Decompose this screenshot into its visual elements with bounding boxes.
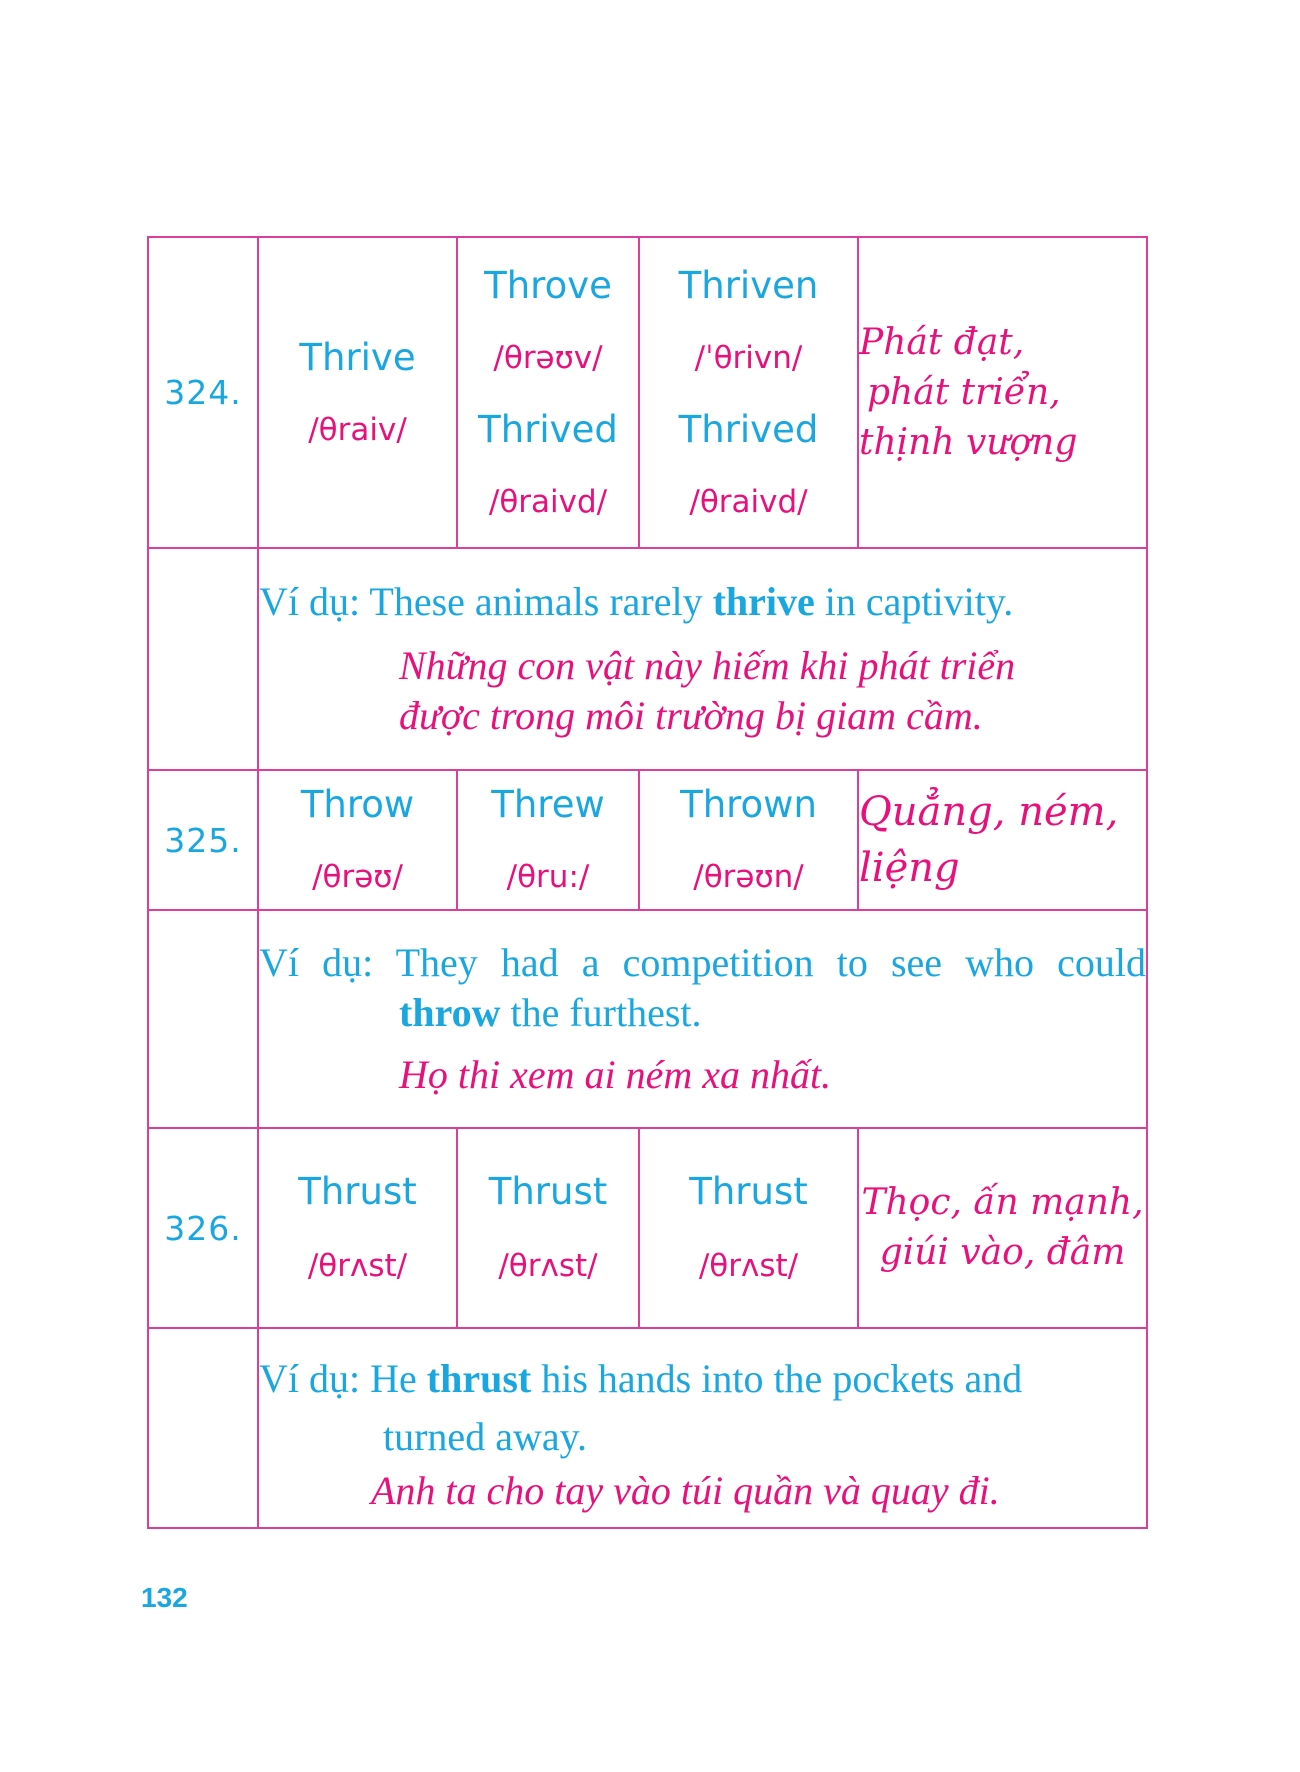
entry-number: 326. — [148, 1128, 258, 1328]
example-translation: Những con vật này hiếm khi phát triển được trong môi trường bị giam cầm. — [399, 643, 1016, 738]
meaning-line: thịnh vượng — [859, 421, 1078, 463]
participle-ipa: /ˈθrivn/ — [694, 339, 803, 376]
participle-form-alt: Thrived — [678, 407, 819, 451]
verb-row — [148, 237, 1147, 548]
meaning-line: giúi vào, đâm — [879, 1232, 1126, 1273]
past-ipa: /θru:/ — [506, 859, 590, 895]
example-english — [259, 938, 1146, 988]
example-keyword: thrust — [426, 1356, 532, 1401]
meaning-line: liệng — [859, 845, 960, 891]
base-form-cell — [258, 1128, 457, 1328]
example-english-cont: throw the furthest. — [399, 990, 702, 1035]
past-form: Throve — [484, 263, 612, 307]
base-form: Thrive — [299, 335, 416, 379]
example-english: Ví dụ: He thrust his hands into the pockets and — [259, 1356, 1023, 1401]
entry-number: 324. — [148, 237, 258, 548]
verb-row — [148, 1128, 1147, 1328]
participle-form-cell — [639, 1128, 858, 1328]
example-label: Ví dụ: — [259, 940, 374, 985]
participle-form: Thriven — [678, 263, 819, 307]
participle-form: Thrown — [680, 783, 817, 826]
participle-ipa: /θrəʊn/ — [693, 859, 804, 895]
meaning-line: Phát đạt, — [859, 321, 1025, 363]
base-form: Thrust — [298, 1170, 417, 1213]
example-text: These animals rarely thrive in captivity. — [369, 579, 1014, 624]
past-ipa: /θrəʊv/ — [493, 339, 603, 376]
example-text: They had a competition to see who could — [395, 940, 1146, 985]
base-ipa: /θrəʊ/ — [312, 859, 403, 895]
meaning-line: Quẳng, ném, — [859, 789, 1119, 835]
meaning-cell — [858, 237, 1147, 548]
participle-ipa: /θrʌst/ — [698, 1248, 799, 1284]
base-ipa: /θrʌst/ — [307, 1248, 408, 1284]
example-row — [148, 548, 1147, 770]
past-ipa-alt: /θraivd/ — [488, 483, 608, 520]
past-form: Threw — [491, 783, 605, 826]
example-english-cont: turned away. — [383, 1414, 587, 1459]
example-cell — [258, 548, 1147, 770]
example-number-cell — [148, 1328, 258, 1528]
example-translation: Anh ta cho tay vào túi quần và quay đi. — [371, 1468, 1000, 1513]
example-cell — [258, 1328, 1147, 1528]
example-english — [259, 577, 1146, 627]
base-ipa: /θraiv/ — [308, 411, 407, 448]
past-form: Thrust — [488, 1170, 608, 1213]
past-form-cell — [457, 237, 639, 548]
example-number-cell — [148, 548, 258, 770]
example-number-cell — [148, 910, 258, 1128]
past-ipa: /θrʌst/ — [498, 1248, 598, 1284]
meaning-cell — [858, 770, 1147, 910]
irregular-verbs-table — [147, 236, 1148, 1529]
base-form-cell — [258, 770, 457, 910]
example-label: Ví dụ: — [259, 579, 361, 624]
meaning-cell — [858, 1128, 1147, 1328]
meaning-line: phát triển, — [867, 371, 1061, 413]
page-number: 132 — [141, 1582, 188, 1613]
past-form-cell — [457, 1128, 639, 1328]
base-form: Throw — [300, 783, 415, 826]
participle-ipa-alt: /θraivd/ — [689, 483, 808, 520]
example-translation: Họ thi xem ai ném xa nhất. — [399, 1052, 832, 1097]
entry-number: 325. — [148, 770, 258, 910]
example-label: Ví dụ: — [259, 1356, 361, 1401]
example-keyword: thrive — [712, 579, 815, 624]
verb-row — [148, 770, 1147, 910]
past-form-alt: Thrived — [478, 407, 618, 451]
example-cell — [258, 910, 1147, 1128]
example-keyword: throw — [399, 990, 501, 1035]
participle-form-cell — [639, 770, 858, 910]
past-form-cell — [457, 770, 639, 910]
participle-form: Thrust — [689, 1170, 808, 1213]
example-row — [148, 910, 1147, 1128]
example-row — [148, 1328, 1147, 1528]
meaning-line: Thọc, ấn mạnh, — [861, 1182, 1144, 1223]
participle-form-cell — [639, 237, 858, 548]
base-form-cell — [258, 237, 457, 548]
